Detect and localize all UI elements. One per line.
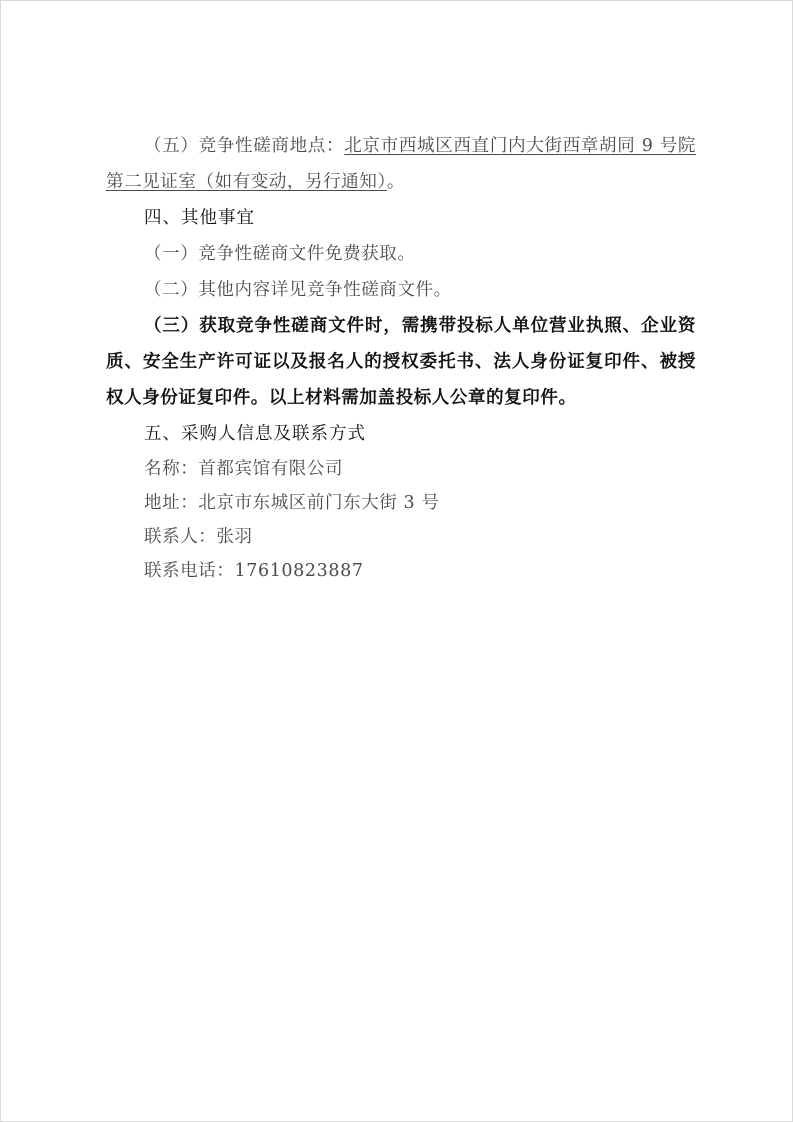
section-4-item-1: （一）竞争性磋商文件免费获取。: [144, 244, 416, 264]
purchaser-phone: 联系电话：17610823887: [144, 561, 364, 581]
section-4-item-2: （二）其他内容详见竞争性磋商文件。: [144, 280, 452, 300]
purchaser-address: 地址：北京市东城区前门东大街 3 号: [144, 493, 440, 513]
section-4-item-3: （三）获取竞争性磋商文件时，需携带投标人单位营业执照、企业资质、安全生产许可证以及报名人的授权委托书、法人身份证复印件、被授权人身份证复印件。以上材料需加盖投标人公章的复印件。: [106, 316, 696, 408]
section-4-heading: 四、其他事宜: [144, 208, 255, 228]
purchaser-name: 名称：首都宾馆有限公司: [144, 459, 344, 479]
document-body: [106, 128, 696, 588]
consultation-location-suffix: 。: [386, 172, 405, 192]
consultation-location-address: 北京市西城区西直门内大街西章胡同 9 号院第二见证室（如有变动，另行通知）: [106, 136, 696, 192]
section-5-heading: 五、采购人信息及联系方式: [144, 424, 366, 444]
consultation-location-label: （五）竞争性磋商地点：: [144, 136, 345, 156]
purchaser-contact-person: 联系人：张羽: [144, 527, 253, 547]
consultation-location-paragraph: [106, 128, 696, 200]
